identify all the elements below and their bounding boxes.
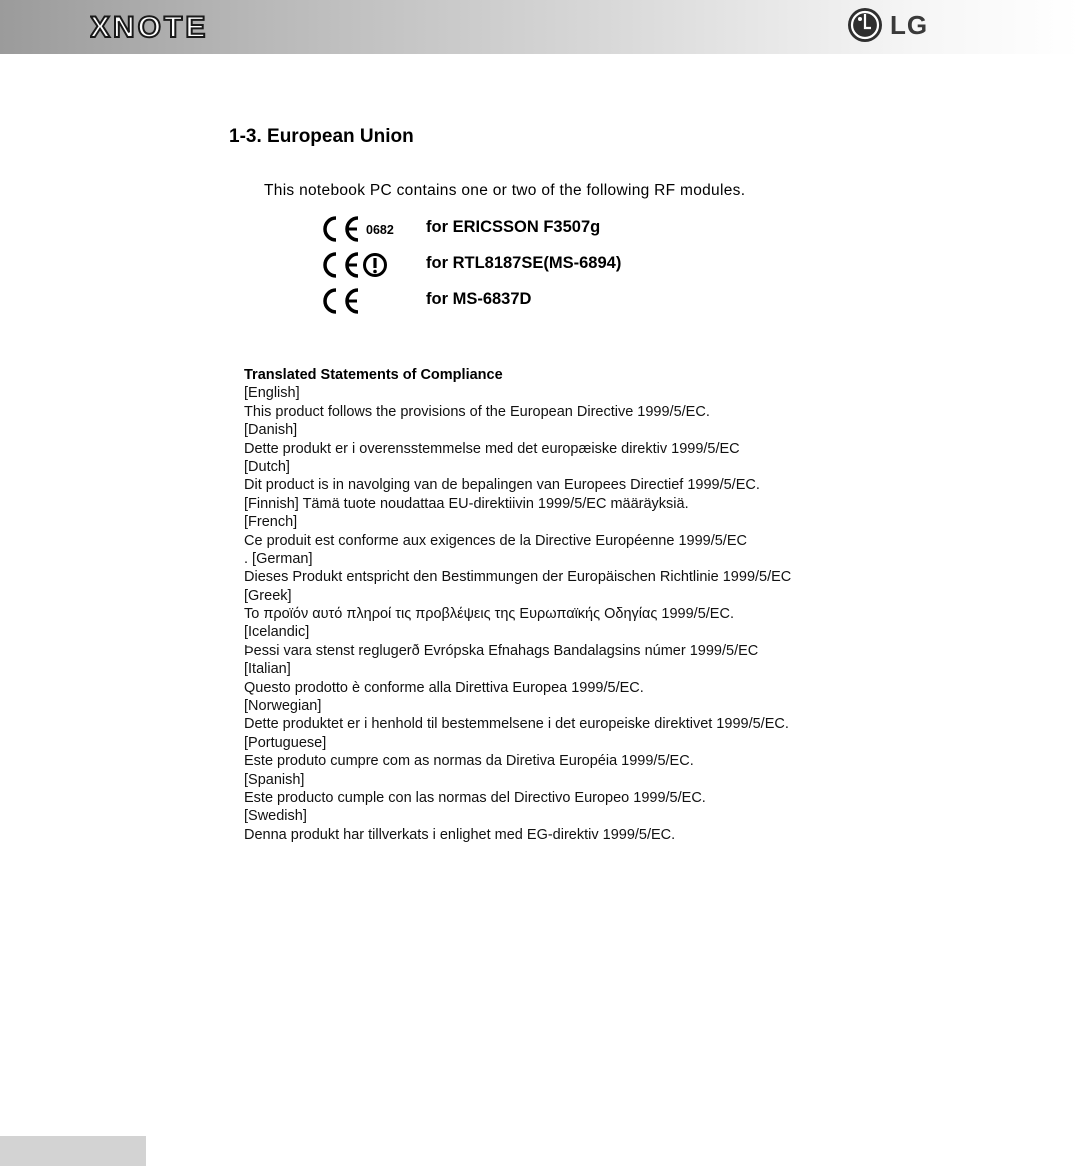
module-row-ms6837d bbox=[318, 286, 532, 316]
compliance-line: Dette produktet er i henhold til bestemmelsene i det europeiske direktivet 1999/5/EC. bbox=[244, 716, 789, 733]
compliance-line: [Swedish] bbox=[244, 808, 307, 825]
rf-modules-intro: This notebook PC contains one or two of the following RF modules. bbox=[264, 182, 746, 199]
compliance-line: [Danish] bbox=[244, 422, 298, 439]
compliance-line: Este produto cumpre com as normas da Diretiva Européia 1999/5/EC. bbox=[244, 753, 694, 770]
lg-logo bbox=[846, 6, 928, 44]
compliance-line: Dette produkt er i overensstemmelse med det europæiske direktiv 1999/5/EC bbox=[244, 440, 740, 457]
compliance-line: Ce produit est conforme aux exigences de la Directive Européenne 1999/5/EC bbox=[244, 532, 747, 549]
module-label: for MS-6837D bbox=[426, 290, 532, 308]
compliance-line: [Icelandic] bbox=[244, 624, 310, 641]
ce-mark-icon bbox=[318, 250, 418, 280]
ce-mark-icon bbox=[318, 286, 418, 316]
xnote-wordmark bbox=[90, 10, 282, 42]
compliance-heading: Translated Statements of Compliance bbox=[244, 367, 503, 383]
compliance-line: [Portuguese] bbox=[244, 734, 327, 751]
module-label: for RTL8187SE(MS-6894) bbox=[426, 254, 622, 272]
compliance-line: Denna produkt har tillverkats i enlighet med EG-direktiv 1999/5/EC. bbox=[244, 826, 676, 843]
footer-page-tab bbox=[0, 1136, 146, 1166]
compliance-line: Dit product is in navolging van de bepalingen van Europees Directief 1999/5/EC. bbox=[244, 477, 760, 494]
lg-face-icon bbox=[846, 6, 884, 44]
ce-icon bbox=[318, 286, 364, 316]
compliance-line: This product follows the provisions of the European Directive 1999/5/EC. bbox=[244, 403, 710, 420]
compliance-line: . [German] bbox=[244, 550, 313, 567]
module-row-ericsson bbox=[318, 214, 601, 244]
compliance-line: Este producto cumple con las normas del Directivo Europeo 1999/5/EC. bbox=[244, 789, 706, 806]
compliance-line: [Norwegian] bbox=[244, 698, 322, 715]
compliance-line: Το προϊόν αυτό πληροί τις προβλέψεις της Ευρωπαϊκής Οδηγίας 1999/5/EC. bbox=[244, 606, 734, 623]
compliance-line: Þessi vara stenst reglugerð Evrópska Efnahags Bandalagsins númer 1999/5/EC bbox=[244, 642, 759, 659]
compliance-line: [English] bbox=[244, 385, 300, 402]
notified-body-number: 0682 bbox=[366, 223, 394, 237]
compliance-line: [Dutch] bbox=[244, 458, 290, 475]
section-title: 1-3. European Union bbox=[229, 126, 414, 147]
lg-brand-text: LG bbox=[890, 9, 929, 40]
compliance-line: [Italian] bbox=[244, 661, 291, 678]
xnote-logo bbox=[90, 10, 282, 47]
module-row-rtl8187se bbox=[318, 250, 622, 280]
compliance-line: [Finnish] Tämä tuote noudattaa EU-direktiivin 1999/5/EC määräyksiä. bbox=[244, 495, 689, 512]
page-header bbox=[0, 0, 1080, 54]
xnote-brand-text: XNOTE bbox=[90, 11, 209, 42]
compliance-line: Dieses Produkt entspricht den Bestimmungen der Europäischen Richtlinie 1999/5/EC bbox=[244, 569, 792, 586]
compliance-statements bbox=[244, 366, 864, 844]
compliance-line: [French] bbox=[244, 514, 298, 531]
ce-mark-icon bbox=[318, 214, 418, 244]
ce-icon bbox=[318, 214, 364, 244]
ce-alert-icon bbox=[318, 250, 390, 280]
module-label: for ERICSSON F3507g bbox=[426, 218, 601, 236]
compliance-line: Questo prodotto è conforme alla Direttiva Europea 1999/5/EC. bbox=[244, 679, 644, 696]
compliance-line: [Greek] bbox=[244, 587, 292, 604]
compliance-line: [Spanish] bbox=[244, 771, 305, 788]
